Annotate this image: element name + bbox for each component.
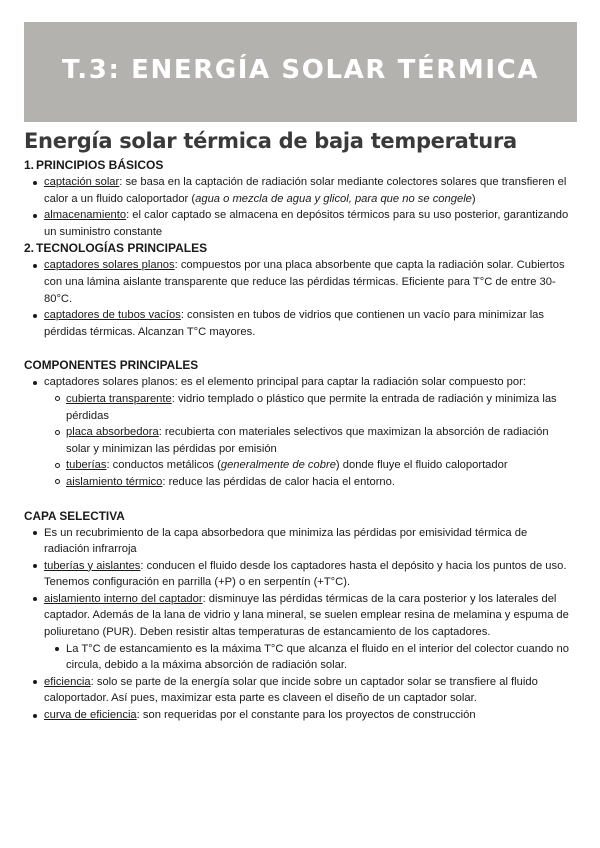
term: captadores de tubos vacíos — [44, 309, 181, 322]
item-text: : reduce las pérdidas de calor hacia el entorno. — [162, 475, 395, 488]
list-item — [44, 257, 572, 307]
sub-list-item — [66, 457, 572, 474]
principios-list — [0, 174, 600, 240]
item-end: ) donde fluye el fluido caloportador — [335, 459, 508, 472]
term: cubierta transparente — [66, 392, 172, 405]
document-body — [0, 126, 600, 724]
principios-heading-text: PRINCIPIOS BÁSICOS — [36, 158, 164, 172]
term: eficiencia — [44, 675, 91, 688]
term: aislamiento térmico — [66, 475, 163, 488]
term: captadores solares planos — [44, 259, 175, 272]
list-item — [44, 558, 572, 591]
list-item: Es un recubrimiento de la capa absorbedora que minimiza las pérdidas por emisividad térmica de radiación infrarroja — [44, 525, 572, 558]
item-text: : disminuye las pérdidas térmicas de la cara posterior y los laterales del captador. Además de la lana de vidrio y lana mineral, se suelen emplear resina de melamina y espuma de poliuretano (PUR). Deben resistir altas temperaturas de estancamiento de los captadores. — [44, 592, 569, 639]
item-italic: agua o mezcla de agua y glicol, para que no se congele — [195, 192, 472, 205]
item-text: : compuestos por una placa absorbente que capta la radiación solar. Cubiertos con una lámina aislante transparente que reduce las pérdidas térmicas. Eficiente para T°C de entre 30-80°C. — [44, 259, 565, 305]
list-item — [44, 307, 572, 340]
item-text: : vidrio templado o plástico que permite la entrada de radiación y minimiza las pérdidas — [66, 392, 557, 422]
tecnologias-heading — [23, 240, 600, 257]
tecnologias-heading-text: TECNOLOGÍAS PRINCIPALES — [36, 241, 208, 256]
item-text: : recubierta con materiales selectivos que maximizan la absorción de radiación solar y minimizan las pérdidas por emisión — [66, 426, 549, 455]
sub-list-item — [66, 474, 572, 491]
page-title: T.3: ENERGÍA SOLAR TÉRMICA — [61, 55, 540, 85]
item-text: : consisten en tubos de vidrios que contienen un vacío para minimizar las pérdidas térmicas. Alcanzan T°C mayores. — [44, 309, 545, 338]
capa-list — [0, 525, 600, 724]
sub-list-item — [66, 391, 572, 424]
capa-heading: CAPA SELECTIVA — [24, 508, 125, 523]
list-item: captadores solares planos: es el elemento principal para captar la radiación solar compuesto por: — [44, 374, 572, 391]
componentes-heading: COMPONENTES PRINCIPALES — [24, 358, 199, 373]
term: placa absorbedora — [66, 426, 159, 439]
principios-heading — [23, 157, 600, 174]
item-text: : el calor captado se almacena en depósitos térmicos para su uso posterior, garantizando un suministro constante — [44, 209, 569, 238]
item-text: : solo se parte de la energía solar que incide sobre un captador solar se transfiere al fluido caloportador. Así pues, maximizar esta parte es claveen el diseño de un captador solar. — [44, 675, 538, 705]
list-item — [44, 207, 572, 240]
componentes-list — [0, 374, 600, 490]
tecnologias-list — [0, 257, 600, 340]
term: tuberías — [66, 459, 107, 472]
item-text: : se basa en la captación de radiación solar mediante colectores solares que transfieren el calor a un fluido caloportador ( — [44, 176, 567, 205]
term: captación solar — [44, 176, 120, 188]
item-text: : son requeridas por el constante para los proyectos de construcción — [136, 709, 476, 722]
term: aislamiento interno del captador — [44, 592, 203, 605]
item-text: : conducen el fluido desde los captadores hasta el depósito y hacia los puntos de uso. Tenemos configuración en parrilla (+P) o en serpentín (+T°C). — [44, 559, 567, 589]
term: almacenamiento — [44, 209, 127, 222]
title-banner — [24, 22, 577, 122]
list-item — [44, 174, 572, 207]
sub-list-item — [66, 424, 572, 457]
sub-list-item: La T°C de estancamiento es la máxima T°C que alcanza el fluido en el interior del colector cuando no circula, debido a la máxima absorción de radiación solar. — [66, 641, 572, 674]
list-item — [44, 674, 572, 707]
list-item — [44, 707, 572, 724]
list-item — [44, 591, 572, 641]
term: tuberías y aislantes — [44, 559, 141, 572]
item-end: ) — [471, 192, 476, 205]
item-italic: generalmente de cobre — [220, 459, 336, 472]
principios-number: 1. — [23, 158, 34, 172]
section-title: Energía solar térmica de baja temperatura — [24, 129, 517, 153]
tecnologias-number: 2. — [23, 241, 34, 256]
term: curva de eficiencia — [44, 709, 137, 722]
item-text: : conductos metálicos ( — [106, 459, 221, 472]
